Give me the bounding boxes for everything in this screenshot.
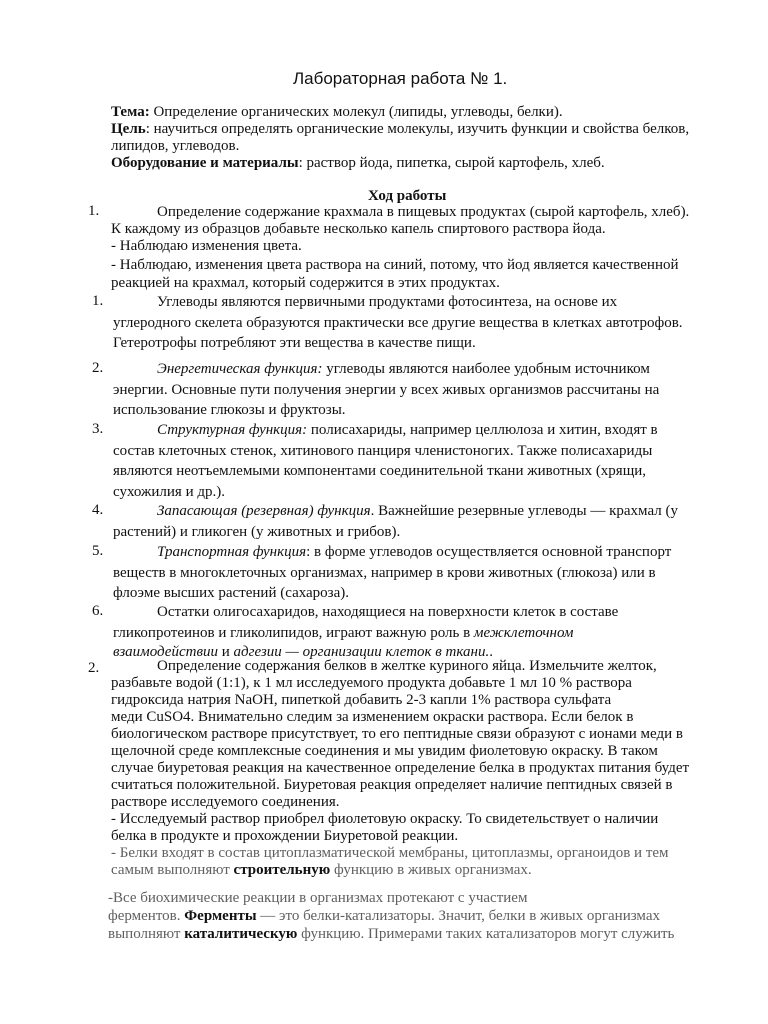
text-segment: углеводы являются наиболее удобным источником: [322, 361, 650, 377]
text-line: растений) и гликоген (у животных и грибов).: [113, 523, 401, 540]
function-6-number: 6.: [92, 603, 104, 619]
text-line: разбавьте водой (1:1), к 1 мл исследуемого продукта добавьте 1 мл 10 % раствора: [111, 675, 632, 691]
text-line: Определение содержания белков в желтке куриного яйца. Измельчите желток,: [157, 658, 657, 674]
text-segment: самым выполняют: [111, 862, 234, 878]
text-segment: и: [217, 644, 234, 660]
function-2-number: 2.: [92, 360, 104, 376]
text-line: Углеводы являются первичными продуктами фотосинтеза, на основе их: [157, 294, 618, 310]
text-line: белка в продукте и прохождении Биуретовой реакции.: [111, 828, 459, 844]
text-line: - Белки входят в состав цитоплазматической мембраны, цитоплазмы, органоидов и тем: [111, 845, 669, 861]
experiment-1-line: К каждому из образцов добавьте несколько капель спиртового раствора йода.: [111, 221, 606, 237]
text-segment: функцию. Примерами таких катализаторов могут служить: [297, 926, 675, 942]
text-line: состав клеточных стенок, хитинового панциря членистоногих. Также полисахариды: [113, 442, 653, 459]
enzymes-paragraph: [108, 889, 728, 943]
text-line: [113, 542, 723, 563]
bold-term: Ферменты: [184, 908, 257, 924]
function-4-number: 4.: [92, 502, 104, 518]
goal-label: Цель: [111, 121, 146, 137]
italic-term: адгезии — организации клеток в ткани.: [233, 644, 490, 660]
equipment-text: : раствор йода, пипетка, сырой картофель, хлеб.: [298, 155, 605, 171]
function-3-text: [113, 420, 723, 502]
experiment-1-line: - Наблюдаю изменения цвета.: [111, 238, 302, 254]
topic-text: Определение органических молекул (липиды, углеводы, белки).: [149, 104, 563, 120]
bold-term: строительную: [233, 862, 331, 878]
equipment-line: [111, 154, 605, 172]
text-line: - Исследуемый раствор приобрел фиолетовую окраску. То свидетельствует о наличии: [111, 811, 659, 827]
experiment-1-line: реакцией на крахмал, который содержится в этих продуктах.: [111, 275, 500, 291]
text-line: [113, 501, 723, 522]
text-segment: гликопротеинов и гликолипидов, играют важную роль в: [113, 624, 474, 641]
text-line: считаться положительной. Биуретовая реакция определяет наличие пептидных связей в: [111, 777, 673, 793]
text-segment: — это белки-катализаторы. Значит, белки в живых организмах: [256, 908, 660, 924]
text-line: веществ в многоклеточных организмах, например в крови животных (глюкоза) или в: [113, 564, 656, 581]
text-line: энергии. Основные пути получения энергии у всех живых организмов рассчитаны на: [113, 381, 660, 398]
text-segment: функцию в живых организмах.: [330, 862, 532, 878]
function-1-number: 1.: [92, 293, 104, 309]
text-line: флоэме высших растений (сахароза).: [113, 585, 350, 601]
text-line: [108, 925, 728, 943]
page-title: Лабораторная работа № 1.: [293, 69, 508, 88]
text-line: [113, 359, 723, 380]
bold-term: каталитическую: [184, 926, 298, 942]
goal-text: : научиться определять органические молекулы, изучить функции и свойства белков,: [145, 121, 690, 137]
goal-line: [111, 120, 689, 138]
text-segment: выполняют: [108, 926, 185, 942]
function-6-text: [113, 602, 723, 661]
function-3-number: 3.: [92, 421, 104, 437]
function-5-number: 5.: [92, 543, 104, 559]
function-name: Запасающая (резервная) функция: [157, 503, 371, 519]
text-line: Остатки олигосахаридов, находящиеся на поверхности клеток в составе: [157, 604, 619, 620]
text-line: растворе исследуемого соединения.: [111, 794, 340, 810]
text-line: являются неотъемлемыми компонентами соединительной ткани животных (хрящи,: [113, 463, 647, 479]
text-line: [108, 907, 728, 925]
experiment-1-line: - Наблюдаю, изменения цвета раствора на синий, потому, что йод является качественной: [111, 257, 679, 273]
topic-line: [111, 103, 563, 121]
text-line: гидроксида натрия NaOH, пипеткой добавить 2-3 капли 1% раствора сульфата: [111, 692, 612, 708]
function-5-text: [113, 542, 723, 604]
experiment-2-number: 2.: [88, 660, 100, 676]
text-segment: : в форме углеводов осуществляется основной транспорт: [306, 544, 672, 560]
topic-label: Тема:: [111, 104, 150, 120]
text-line: [113, 420, 723, 441]
text-segment: полисахариды, например целлюлоза и хитин, входят в: [307, 422, 658, 438]
function-4-text: [113, 501, 723, 542]
goal-line-2: липидов, углеводов.: [111, 138, 240, 154]
function-1-text: [113, 292, 723, 354]
text-line: [111, 862, 731, 879]
text-line: Гетеротрофы потребляют эти вещества в качестве пищи.: [113, 335, 476, 351]
text-line: биологическом растворе присутствует, то его пептидные связи образуют с ионами меди в: [111, 726, 683, 742]
experiment-1-number: 1.: [88, 203, 100, 219]
function-name: Транспортная функция: [157, 544, 307, 560]
function-name: Энергетическая функция:: [157, 361, 323, 377]
italic-term: взаимодействии: [113, 644, 218, 660]
text-line: углеродного скелета образуются практически все другие вещества в клетках автотрофов.: [113, 314, 683, 331]
function-name: Структурная функция:: [157, 422, 308, 438]
text-segment: .: [489, 644, 493, 660]
progress-heading: Ход работы: [368, 188, 447, 204]
experiment-2-text: [111, 658, 731, 879]
text-line: сухожилия и др.).: [113, 483, 225, 500]
text-segment: ферментов.: [108, 908, 185, 924]
text-line: щелочной среде комплексные соединения и мы увидим фиолетовую окраску. В таком: [111, 743, 658, 759]
text-line: меди CuSO4. Внимательно следим за изменением окраски раствора. Если белок в: [111, 709, 634, 725]
text-line: -Все биохимические реакции в организмах протекают с участием: [108, 890, 528, 906]
equipment-label: Оборудование и материалы: [111, 155, 299, 171]
text-line: использование глюкозы и фруктозы.: [113, 402, 346, 418]
function-2-text: [113, 359, 723, 421]
text-line: [113, 623, 723, 644]
text-segment: . Важнейшие резервные углеводы — крахмал (у: [370, 503, 678, 519]
italic-term: межклеточном: [473, 624, 574, 641]
experiment-1-line: Определение содержание крахмала в пищевых продуктах (сырой картофель, хлеб).: [157, 204, 690, 220]
text-line: случае биуретовая реакция на качественное определение белка в продуктах питания будет: [111, 760, 690, 776]
